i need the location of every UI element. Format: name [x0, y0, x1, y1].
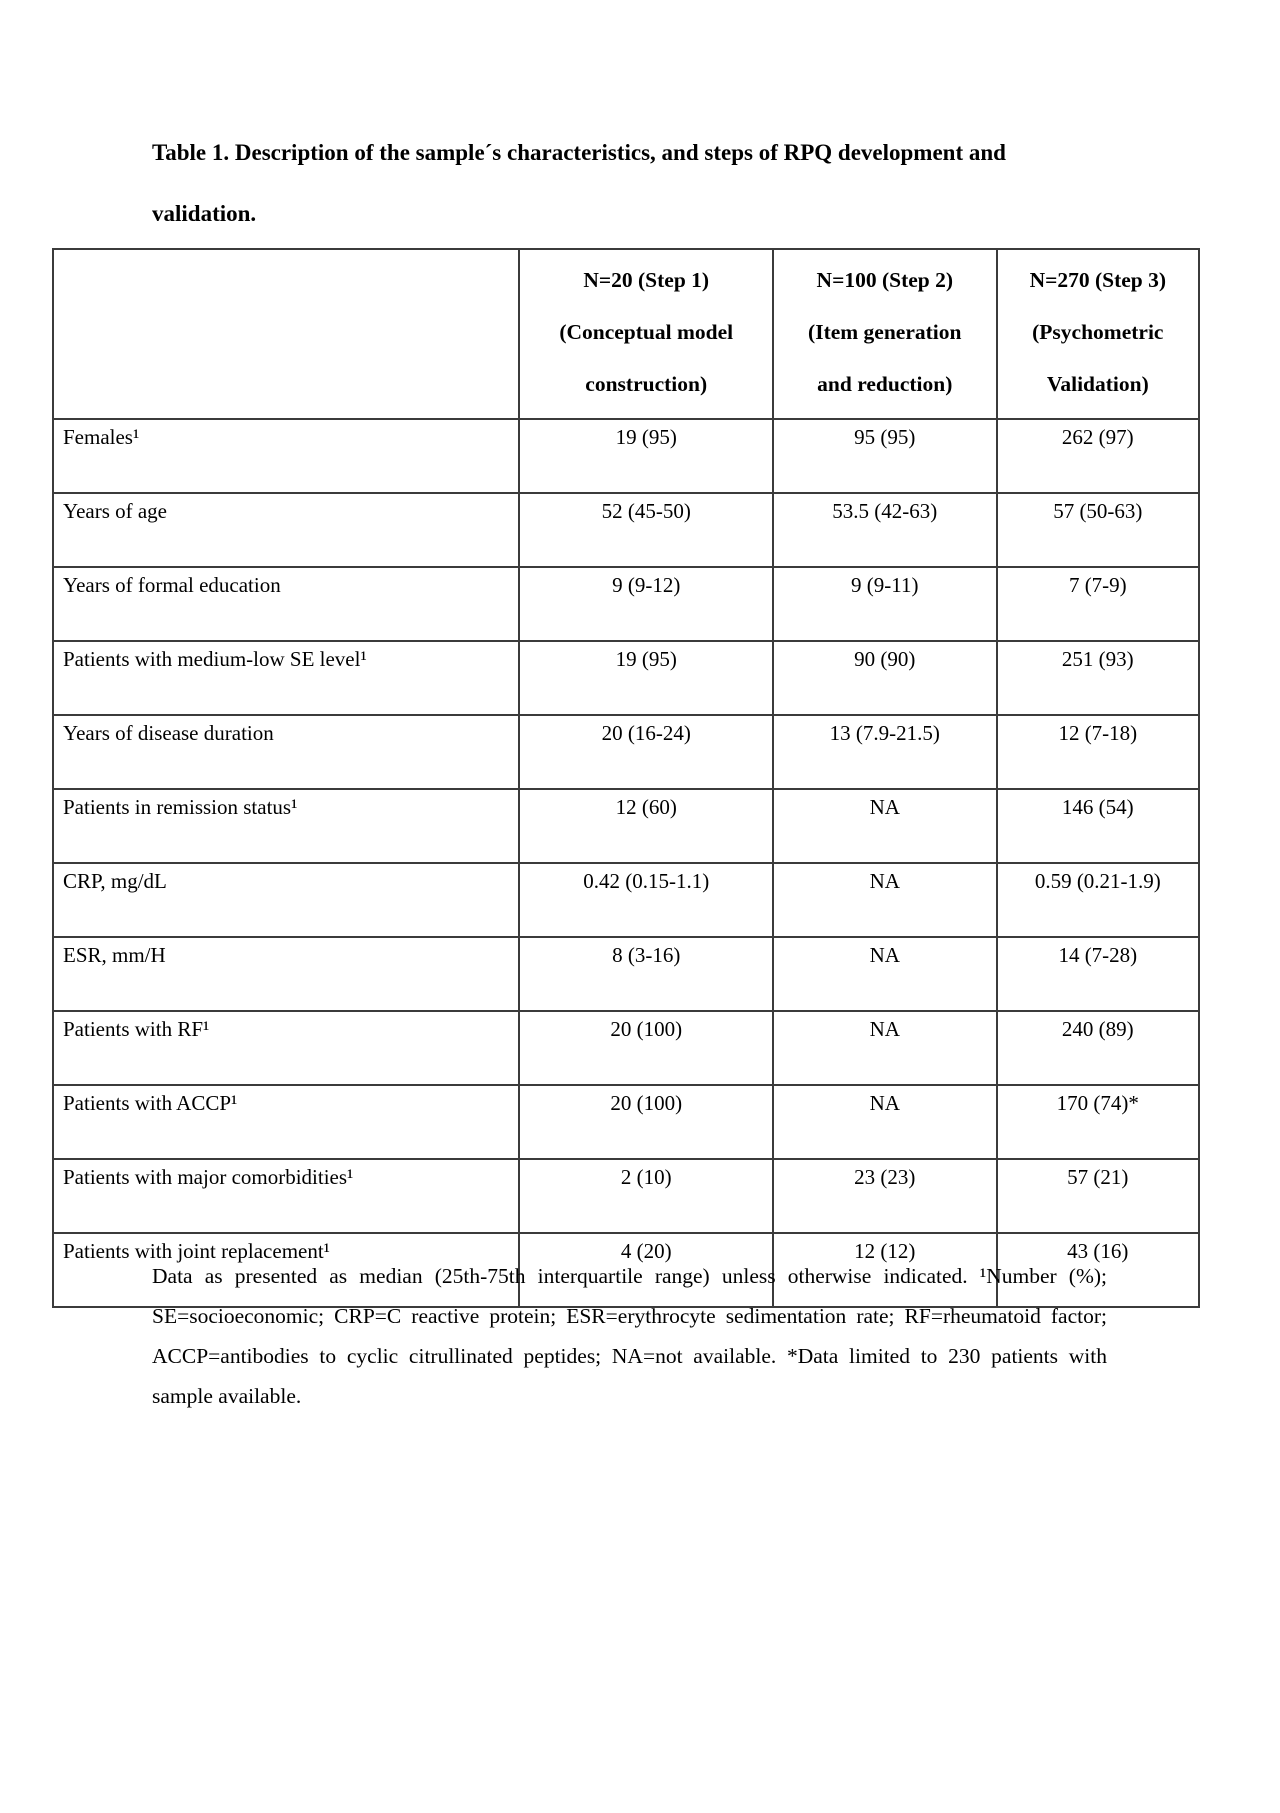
- cell-value: 20 (100): [519, 1085, 772, 1159]
- column-header-step2: [773, 249, 997, 419]
- table-row: [53, 1159, 1199, 1233]
- cell-value: 240 (89): [997, 1011, 1199, 1085]
- row-label: Patients with ACCP¹: [53, 1085, 519, 1159]
- table-footnote: Data as presented as median (25th-75th interquartile range) unless otherwise indicated. ¹Number (%); SE=socioeconomic; CRP=C reactive protein; ESR=erythrocyte sedimentation rate; RF=rheumatoid factor; ACCP=antibodies to cyclic citrullinated peptides; NA=not available. *Data limited to 230 patients with sample available.: [152, 1264, 1107, 1408]
- cell-value: 12 (12): [773, 1233, 997, 1307]
- cell-value: 14 (7-28): [997, 937, 1199, 1011]
- cell-value: 170 (74)*: [997, 1085, 1199, 1159]
- step2-n: N=100 (Step 2): [816, 268, 954, 292]
- cell-value: 0.42 (0.15-1.1): [519, 863, 772, 937]
- step3-n: N=270 (Step 3): [1029, 268, 1167, 292]
- row-label: Patients with RF¹: [53, 1011, 519, 1085]
- cell-value: 12 (60): [519, 789, 772, 863]
- table-row: [53, 789, 1199, 863]
- cell-value: 57 (50-63): [997, 493, 1199, 567]
- table-row: [53, 715, 1199, 789]
- cell-value: 90 (90): [773, 641, 997, 715]
- row-label: Years of age: [53, 493, 519, 567]
- step1-n: N=20 (Step 1): [583, 268, 710, 292]
- row-label: Years of disease duration: [53, 715, 519, 789]
- cell-value: 95 (95): [773, 419, 997, 493]
- table-row: [53, 1011, 1199, 1085]
- step1-desc1: (Conceptual model: [559, 320, 734, 344]
- row-label: Years of formal education: [53, 567, 519, 641]
- cell-value: NA: [773, 863, 997, 937]
- cell-value: 146 (54): [997, 789, 1199, 863]
- cell-value: 19 (95): [519, 641, 772, 715]
- table-row: [53, 1085, 1199, 1159]
- cell-value: 9 (9-12): [519, 567, 772, 641]
- cell-value: 43 (16): [997, 1233, 1199, 1307]
- cell-value: 53.5 (42-63): [773, 493, 997, 567]
- row-label: ESR, mm/H: [53, 937, 519, 1011]
- cell-value: NA: [773, 1085, 997, 1159]
- table-row: [53, 641, 1199, 715]
- cell-value: 19 (95): [519, 419, 772, 493]
- cell-value: 8 (3-16): [519, 937, 772, 1011]
- cell-value: NA: [773, 789, 997, 863]
- row-label: Patients with medium-low SE level¹: [53, 641, 519, 715]
- cell-value: 4 (20): [519, 1233, 772, 1307]
- step1-desc2: construction): [585, 372, 708, 396]
- table-row: [53, 567, 1199, 641]
- cell-value: 57 (21): [997, 1159, 1199, 1233]
- row-label: Patients with major comorbidities¹: [53, 1159, 519, 1233]
- cell-value: NA: [773, 1011, 997, 1085]
- table-caption-line2: validation.: [152, 201, 257, 226]
- cell-value: 20 (16-24): [519, 715, 772, 789]
- corner-cell: [53, 249, 519, 419]
- cell-value: 23 (23): [773, 1159, 997, 1233]
- cell-value: 262 (97): [997, 419, 1199, 493]
- row-label: CRP, mg/dL: [53, 863, 519, 937]
- step2-desc2: and reduction): [817, 372, 953, 396]
- cell-value: 2 (10): [519, 1159, 772, 1233]
- step2-desc1: (Item generation: [808, 320, 962, 344]
- cell-value: 0.59 (0.21-1.9): [997, 863, 1199, 937]
- sample-characteristics-table: [52, 248, 1200, 1308]
- row-label: Patients in remission status¹: [53, 789, 519, 863]
- cell-value: 13 (7.9-21.5): [773, 715, 997, 789]
- table-caption-line1: Table 1. Description of the sample´s characteristics, and steps of RPQ development and: [152, 140, 1006, 165]
- step3-desc2: Validation): [1046, 372, 1149, 396]
- row-label: Females¹: [53, 419, 519, 493]
- cell-value: 12 (7-18): [997, 715, 1199, 789]
- cell-value: 20 (100): [519, 1011, 772, 1085]
- step3-desc1: (Psychometric: [1032, 320, 1164, 344]
- cell-value: 7 (7-9): [997, 567, 1199, 641]
- table-row: [53, 419, 1199, 493]
- table-row: [53, 493, 1199, 567]
- cell-value: 9 (9-11): [773, 567, 997, 641]
- cell-value: NA: [773, 937, 997, 1011]
- column-header-step1: [519, 249, 772, 419]
- table-row: [53, 937, 1199, 1011]
- row-label: Patients with joint replacement¹: [53, 1233, 519, 1307]
- header-row: [53, 249, 1199, 419]
- cell-value: 52 (45-50): [519, 493, 772, 567]
- table-caption: [152, 140, 1142, 227]
- column-header-step3: [997, 249, 1199, 419]
- table-row: [53, 863, 1199, 937]
- cell-value: 251 (93): [997, 641, 1199, 715]
